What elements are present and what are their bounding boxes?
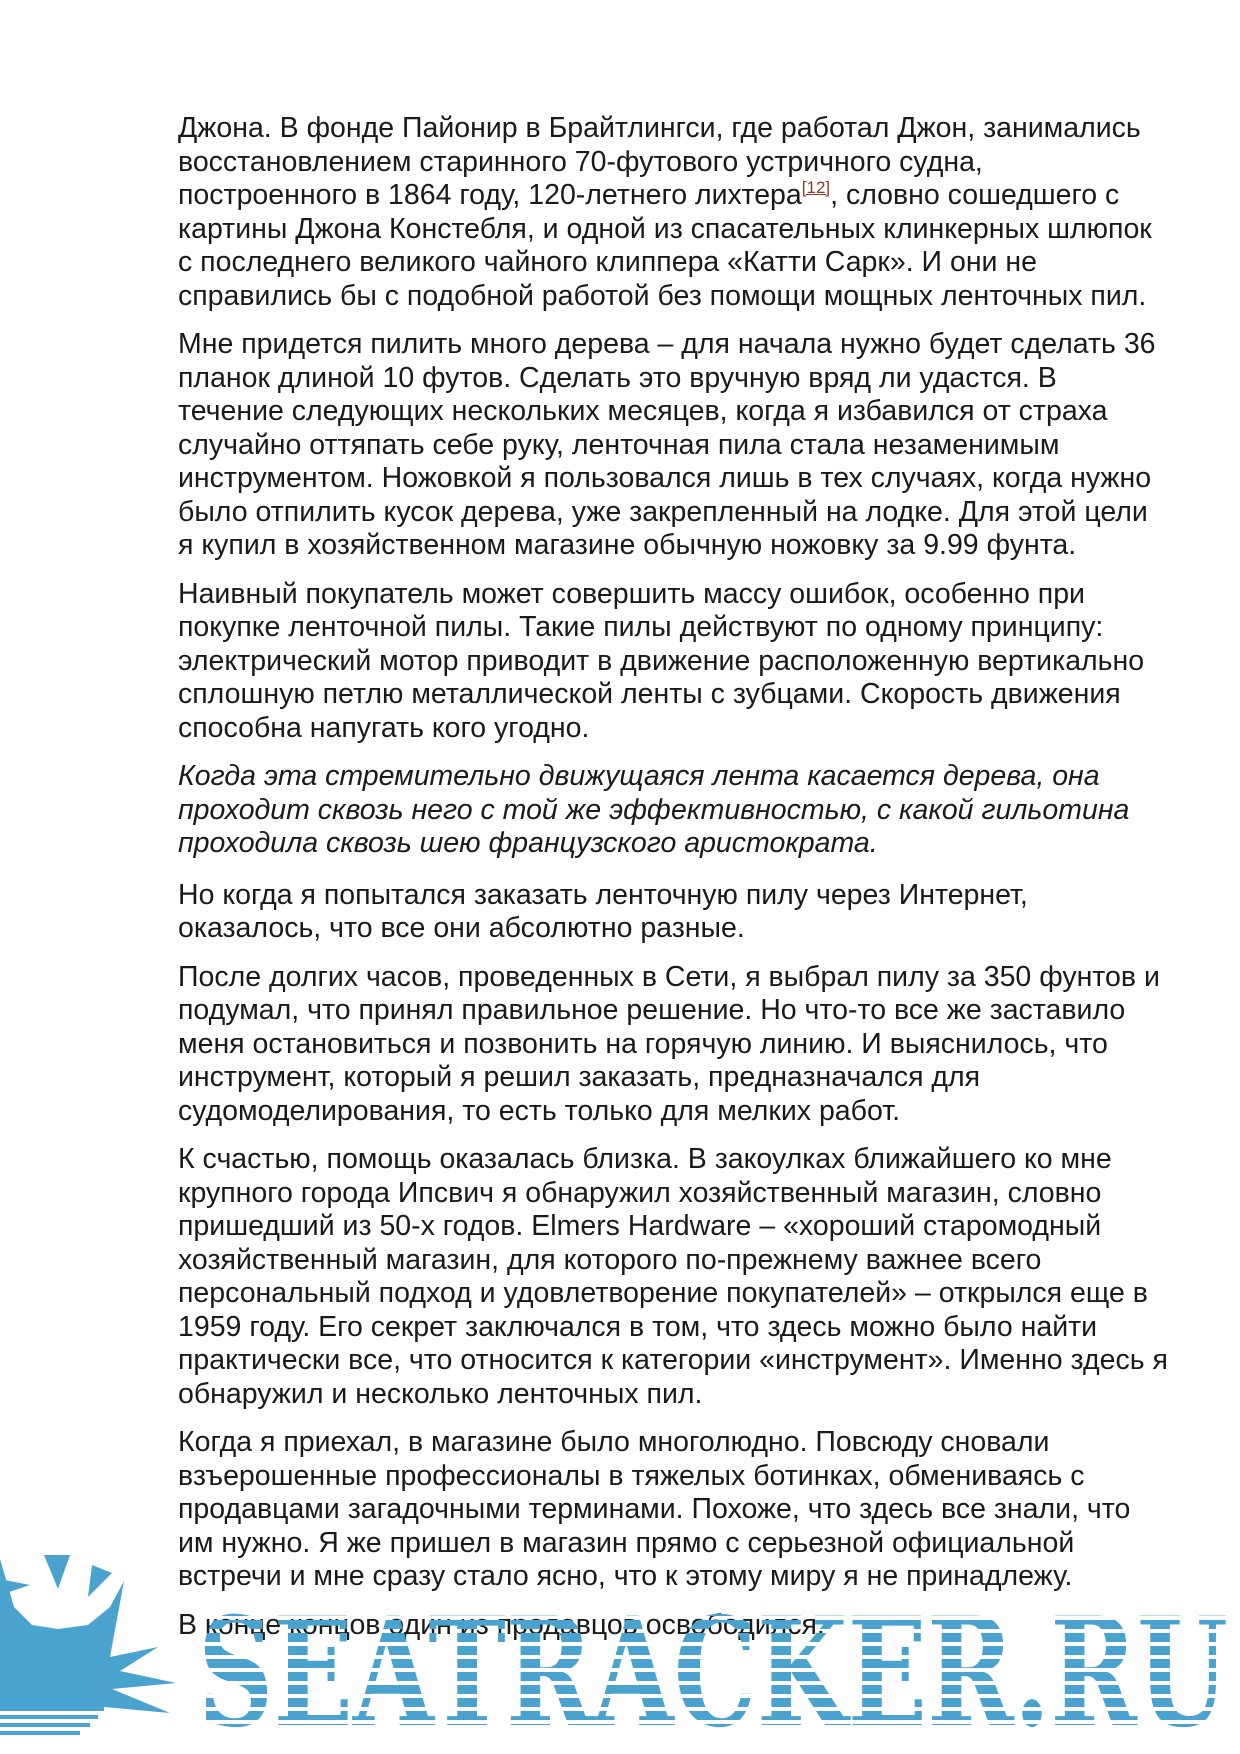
paragraph-1-part-2: , словно сошедшего с картины Джона Констебля, и одной из спасательных клинкерных шлюпок с последнего великого чайного клиппера «Катти Сарк». И они не справились бы с подобной работой без помощи мощных ленточных пил. (178, 179, 1152, 312)
paragraph-7: К счастью, помощь оказалась близка. В закоулках ближайшего ко мне крупного города Ипсвич я обнаружил хозяйственный магазин, словно пришедший из 50-х годов. Elmers Hardware – «хороший старомодный хозяйственный магазин, для которого по-прежнему важнее всего персональный подход и удовлетворение покупателей» – открылся еще в 1959 году. Его секрет заключался в том, что здесь можно было найти практически все, что относится к категории «инструмент». Именно здесь я обнаружил и несколько ленточных пил. (178, 1143, 1168, 1410)
paragraph-1-part-1: Джона. В фонде Пайонир в Брайтлингси, где работал Джон, занимались восстановлением старинного 70-футового устричного судна, построенного в 1864 году, 120-летнего лихтера (178, 112, 1141, 211)
paragraph-4-italic: Когда эта стремительно движущаяся лента касается дерева, она проходит сквозь него с той же эффективностью, с какой гильотина проходила сквозь шею французского аристократа. (178, 760, 1130, 859)
watermark-logo (0, 1555, 1240, 1754)
sun-icon (0, 1555, 176, 1735)
paragraph-5: Но когда я попытался заказать ленточную пилу через Интернет, оказалось, что все они абсолютно разные. (178, 878, 1028, 944)
document-body (178, 112, 1168, 1657)
footnote-link-12[interactable]: [12] (801, 178, 831, 197)
watermark-text: SEATRACKER.RU (198, 1585, 1228, 1754)
paragraph-9: В конце концов один из продавцов освободился. (178, 1608, 825, 1641)
paragraph-8: Когда я приехал, в магазине было многолюдно. Повсюду сновали взъерошенные профессионалы в тяжелых ботинках, обмениваясь с продавцами загадочными терминами. Похоже, что здесь все знали, что им нужно. Я же пришел в магазин прямо с серьезной официальной встречи и мне сразу стало ясно, что к этому миру я не принадлежу. (178, 1426, 1131, 1592)
paragraph-6: После долгих часов, проведенных в Сети, я выбрал пилу за 350 фунтов и подумал, что принял правильное решение. Но что-то все же заставило меня остановиться и позвонить на горячую линию. И выяснилось, что инструмент, который я решил заказать, предназначался для судомоделирования, то есть только для мелких работ. (178, 960, 1160, 1127)
paragraph-1 (178, 112, 1168, 313)
paragraph-2: Мне придется пилить много дерева – для начала нужно будет сделать 36 планок длиной 10 футов. Сделать это вручную вряд ли удастся. В течение следующих нескольких месяцев, когда я избавился от страха случайно оттяпать себе руку, ленточная пила стала незаменимым инструментом. Ножовкой я пользовался лишь в тех случаях, когда нужно было отпилить кусок дерева, уже закрепленный на лодке. Для этой цели я купил в хозяйственном магазине обычную ножовку за 9.99 фунта. (178, 328, 1156, 561)
paragraph-3: Наивный покупатель может совершить массу ошибок, особенно при покупке ленточной пилы. Такие пилы действуют по одному принципу: электрический мотор приводит в движение расположенную вертикально сплошную петлю металлической ленты с зубцами. Скорость движения способна напугать кого угодно. (178, 577, 1145, 744)
